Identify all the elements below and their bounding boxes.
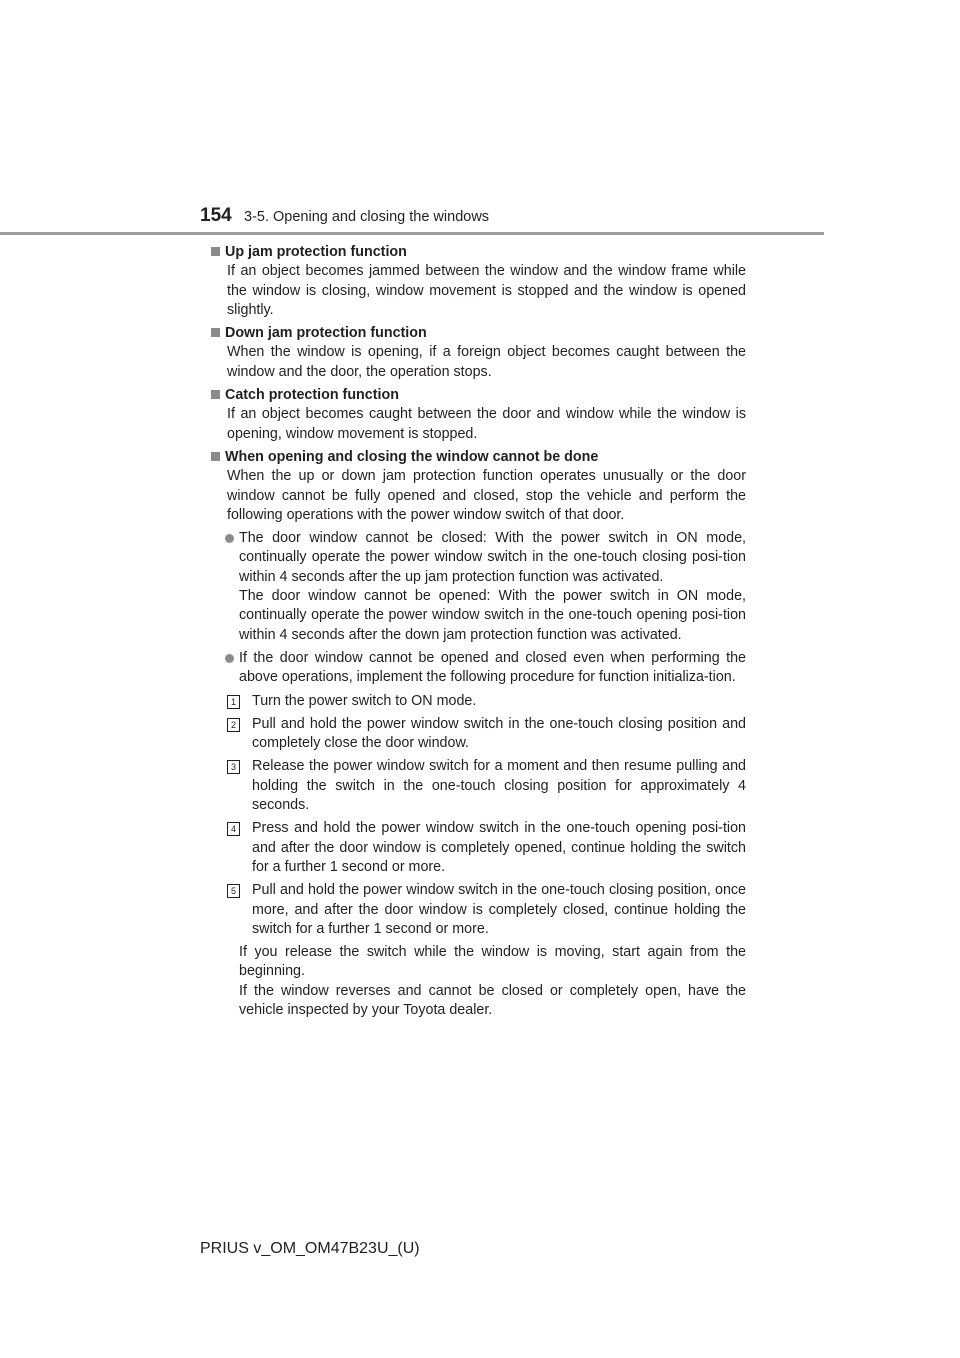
step-number: 1 [227, 695, 240, 709]
square-bullet-icon [211, 452, 220, 461]
square-bullet-icon [211, 247, 220, 256]
step-item [211, 692, 746, 711]
step-number: 2 [227, 718, 240, 732]
section-body: When the up or down jam protection function operates unusually or the door window cannot be fully opened and closed, stop the vehicle and perform the following operations with the power window switch of that door. [227, 468, 746, 523]
square-bullet-icon [211, 328, 220, 337]
closing-text: If the window reverses and cannot be closed or completely open, have the vehicle inspected by your Toyota dealer. [239, 982, 746, 1018]
bullet-text: The door window cannot be closed: With the power switch in ON mode, continually operate the power window switch in the one-touch closing posi-tion within 4 seconds after the up jam protection function was activated. [239, 530, 746, 585]
step-text: Pull and hold the power window switch in the one-touch closing position, once more, and after the door window is completely closed, continue holding the switch for a further 1 second or more. [252, 882, 746, 937]
bullet-item [211, 529, 746, 645]
closing-text: If you release the switch while the window is moving, start again from the beginning. [239, 944, 746, 980]
section-title: 3-5. Opening and closing the windows [244, 209, 490, 225]
closing-note [211, 943, 746, 1020]
step-text: Pull and hold the power window switch in the one-touch closing position and completely close the door window. [252, 715, 746, 752]
step-text: Turn the power switch to ON mode. [252, 692, 477, 709]
section-down-jam [211, 324, 746, 382]
procedure-steps [211, 692, 746, 940]
page-header [0, 204, 960, 234]
section-heading: Catch protection function [225, 387, 399, 404]
step-text: Press and hold the power window switch in the one-touch opening posi-tion and after the door window is completely opened, continue holding the switch for a further 1 second or more. [252, 820, 746, 875]
page-content [211, 243, 746, 1024]
section-body: When the window is opening, if a foreign object becomes caught between the window and the door, the operation stops. [227, 344, 746, 380]
step-number: 4 [227, 822, 240, 836]
step-item [211, 819, 746, 877]
step-number: 3 [227, 760, 240, 774]
step-item [211, 715, 746, 754]
section-heading: When opening and closing the window cannot be done [225, 448, 599, 465]
header-divider [0, 232, 824, 235]
circle-bullet-icon [225, 654, 234, 663]
section-body: If an object becomes caught between the door and window while the window is opening, window movement is stopped. [227, 406, 746, 442]
section-up-jam [211, 243, 746, 320]
page-number: 154 [200, 205, 232, 226]
square-bullet-icon [211, 390, 220, 399]
section-body: If an object becomes jammed between the window and the window frame while the window is closing, window movement is stopped and the window is opened slightly. [227, 263, 746, 318]
bullet-item [211, 649, 746, 688]
section-catch-protection [211, 386, 746, 444]
bullet-text: The door window cannot be opened: With the power switch in ON mode, continually operate the power window switch in the one-touch opening posi-tion within 4 seconds after the down jam protection function was activated. [239, 588, 746, 643]
step-text: Release the power window switch for a moment and then resume pulling and holding the switch in the one-touch closing position for approximately 4 seconds. [252, 758, 746, 814]
section-heading: Down jam protection function [225, 325, 427, 342]
section-heading: Up jam protection function [225, 244, 407, 260]
footer-doc-code: PRIUS v_OM_OM47B23U_(U) [200, 1240, 420, 1257]
step-item [211, 757, 746, 815]
circle-bullet-icon [225, 534, 234, 543]
section-cannot-be-done [211, 448, 746, 1020]
bullet-text: If the door window cannot be opened and closed even when performing the above operations, implement the following procedure for function initializa-tion. [239, 649, 746, 686]
step-number: 5 [227, 884, 240, 898]
step-item [211, 881, 746, 939]
